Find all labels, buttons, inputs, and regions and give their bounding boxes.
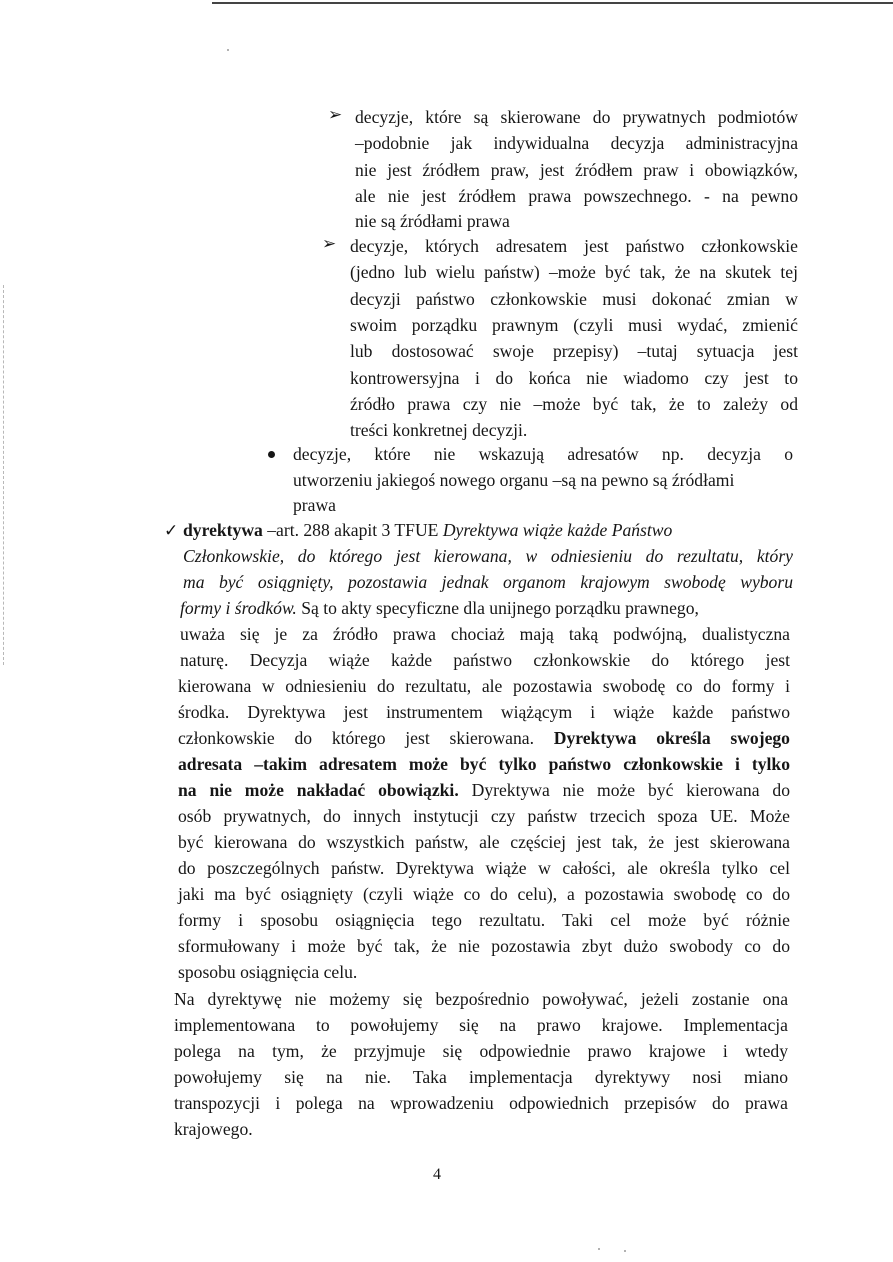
sub-item-2-line-3: decyzji państwo członkowskie musi dokonać zmian w xyxy=(350,289,798,309)
dyrektywa-line-5: uważa się je za źródło prawa chociaż mają taką podwójną, dualistyczna xyxy=(180,624,790,644)
sub-item-2-line-2: (jedno lub wielu państw) –może być tak, że na skutek tej xyxy=(350,262,798,282)
final-paragraph-line-4: powołujemy się na nie. Taka implementacja dyrektywy nosi miano xyxy=(174,1067,788,1087)
dyrektywa-line-4 xyxy=(180,598,699,619)
scan-speck xyxy=(598,1248,600,1250)
dyrektywa-line-12: osób prywatnych, do innych instytucji czy państw trzecich spoza UE. Może xyxy=(178,806,790,826)
sub-item-1-line-3: nie jest źródłem praw, jest źródłem praw i obowiązków, xyxy=(355,160,798,180)
dyrektywa-line-9 xyxy=(178,728,790,749)
sub-item-2-line-1: decyzje, których adresatem jest państwo członkowskie xyxy=(350,236,798,256)
dyrektywa-quote-line-2: Członkowskie, do którego jest kierowana, w odniesieniu do rezultatu, który xyxy=(183,546,793,566)
bullet-item-line-3: prawa xyxy=(293,495,336,515)
final-paragraph-line-6: krajowego. xyxy=(174,1119,253,1139)
dyrektywa-line-4-text: Są to akty specyficzne dla unijnego porządku prawnego, xyxy=(296,598,699,618)
sub-item-1-line-1: decyzje, które są skierowane do prywatnych podmiotów xyxy=(355,107,798,127)
sub-item-1-line-4: ale nie jest źródłem prawa powszechnego. - na pewno xyxy=(355,186,798,206)
page-number: 4 xyxy=(433,1166,441,1183)
dyrektywa-emphasis-end: na nie może nakładać obowiązki. xyxy=(178,780,459,800)
dyrektywa-ref: –art. 288 akapit 3 TFUE xyxy=(262,520,443,540)
dyrektywa-emphasis-start: Dyrektywa określa swojego xyxy=(553,728,790,748)
dyrektywa-line-16: formy i sposobu osiągnięcia tego rezultatu. Taki cel może być różnie xyxy=(178,910,790,930)
dyrektywa-line-7: kierowana w odniesieniu do rezultatu, ale pozostawia swobodę co do formy i xyxy=(178,676,790,696)
dyrektywa-line-15: jaki ma być osiągnięty (czyli wiąże co do celu), a pozostawia swobodę co do xyxy=(178,884,790,904)
dyrektywa-line-6: naturę. Decyzja wiąże każde państwo członkowskie do którego jest xyxy=(180,650,790,670)
scan-speck xyxy=(624,1250,626,1252)
sub-item-1-line-5: nie są źródłami prawa xyxy=(355,211,510,231)
dyrektywa-quote-line-3: ma być osiągnięty, pozostawia jednak organom krajowym swobodę wyboru xyxy=(183,572,793,592)
arrow-bullet-icon: ➢ xyxy=(322,234,337,253)
dyrektywa-line-11-text: Dyrektywa nie może być kierowana do xyxy=(458,780,791,800)
dyrektywa-quote-start: Dyrektywa wiąże każde Państwo xyxy=(442,520,673,540)
sub-item-2-line-4: swoim porządku prawnym (czyli musi wydać, zmienić xyxy=(350,315,798,335)
sub-item-2-line-6: kontrowersyjna i do końca nie wiadomo czy jest to xyxy=(350,368,798,388)
scan-edge-top xyxy=(212,2,893,4)
final-paragraph-line-5: transpozycji i polega na wprowadzeniu odpowiednich przepisów do prawa xyxy=(174,1093,788,1113)
bullet-item-line-2: utworzeniu jakiegoś nowego organu –są na pewno są źródłami xyxy=(293,470,735,490)
dyrektywa-quote-end: formy i środków. xyxy=(180,598,297,618)
sub-item-1-line-2: –podobnie jak indywidualna decyzja administracyjna xyxy=(355,133,798,153)
arrow-bullet-icon: ➢ xyxy=(328,105,343,124)
scan-speck xyxy=(227,49,229,51)
checkmark-icon: ✓ xyxy=(164,521,179,540)
final-paragraph-line-1: Na dyrektywę nie możemy się bezpośrednio powoływać, jeżeli zostanie ona xyxy=(174,989,788,1009)
dyrektywa-line-9-text: członkowskie do którego jest skierowana. xyxy=(178,728,554,748)
sub-item-2-line-7: źródło prawa czy nie –może być tak, że to zależy od xyxy=(350,394,798,414)
final-paragraph-line-2: implementowana to powołujemy się na prawo krajowe. Implementacja xyxy=(174,1015,788,1035)
dyrektywa-line-14: do poszczególnych państw. Dyrektywa wiąże w całości, ale określa tylko cel xyxy=(178,858,790,878)
dyrektywa-line-18: sposobu osiągnięcia celu. xyxy=(178,962,358,982)
dyrektywa-term: dyrektywa xyxy=(183,520,263,540)
sub-item-2-line-5: lub dostosować swoje przepisy) –tutaj sytuacja jest xyxy=(350,341,798,361)
dyrektywa-line-17: sformułowany i może być tak, że nie pozostawia zbyt dużo swobody co do xyxy=(178,936,790,956)
final-paragraph-line-3: polega na tym, że przyjmuje się odpowiednie prawo krajowe i wtedy xyxy=(174,1041,788,1061)
dyrektywa-line-13: być kierowana do wszystkich państw, ale częściej jest tak, że jest skierowana xyxy=(178,832,790,852)
dyrektywa-line-8: środka. Dyrektywa jest instrumentem wiążącym i wiąże każde państwo xyxy=(178,702,790,722)
bullet-item-line-1: decyzje, które nie wskazują adresatów np. decyzja o xyxy=(293,444,793,464)
dyrektywa-line-11 xyxy=(178,780,790,801)
dyrektywa-emphasis-line: adresata –takim adresatem może być tylko państwo członkowskie i tylko xyxy=(178,754,790,774)
scan-edge-left xyxy=(3,285,4,665)
sub-item-2-line-8: treści konkretnej decyzji. xyxy=(350,420,528,440)
bullet-dot-icon xyxy=(268,451,275,458)
dyrektywa-line-1 xyxy=(183,520,793,541)
